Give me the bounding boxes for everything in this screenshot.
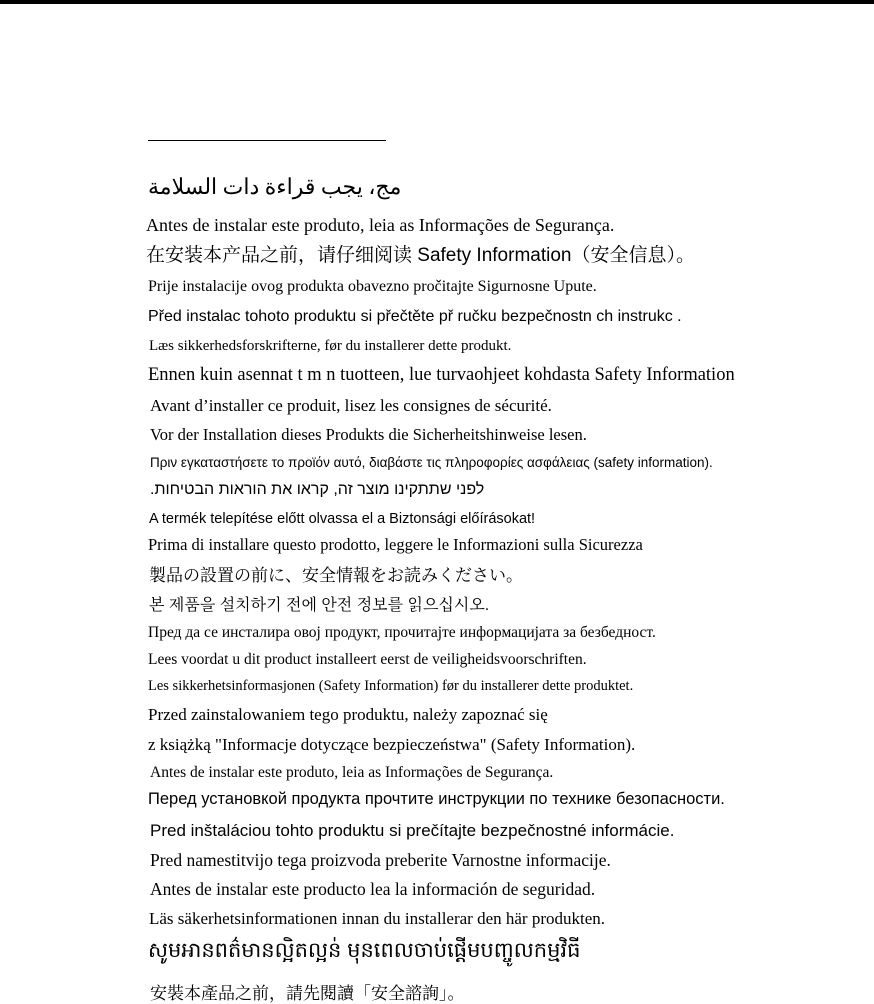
safety-notice-line: Prije instalacije ovog produkta obavezno pročitajte Sigurnosne Upute.	[148, 278, 597, 295]
safety-notice-line: Ennen kuin asennat t m n tuotteen, lue turvaohjeet kohdasta Safety Information	[148, 365, 735, 385]
safety-notice-line: Před instalac tohoto produktu si přečtěte př ručku bezpečnostn ch instrukc .	[148, 308, 682, 325]
safety-notice-line: សូមអានពត៌មានល្អិតល្អន់ មុនពេលចាប់ផ្តើមបញ្ចូលកម្មវិធី	[148, 939, 581, 962]
safety-notice-line: Prima di installare questo prodotto, leggere le Informazioni sulla Sicurezza	[148, 535, 643, 554]
safety-notice-line: Перед установкой продукта прочтите инструкции по технике безопасности.	[148, 790, 725, 808]
safety-notice-line: Pred inštaláciou tohto produktu si prečítajte bezpečnostné informácie.	[150, 821, 675, 840]
safety-notice-line: Läs säkerhetsinformationen innan du installerar den här produkten.	[149, 909, 606, 928]
safety-notice-line: Les sikkerhetsinformasjonen (Safety Information) før du installerer dette produktet.	[148, 678, 634, 694]
safety-notice-line: Antes de instalar este producto lea la información de seguridad.	[150, 879, 596, 899]
safety-notice-line: Avant d’installer ce produit, lisez les consignes de sécurité.	[150, 396, 552, 415]
section-rule	[148, 140, 386, 141]
safety-notice-line: לפני שתתקינו מוצר זה, קראו את הוראות הבטיחות.	[150, 481, 485, 498]
safety-notice-line: Læs sikkerhedsforskrifterne, før du installerer dette produkt.	[149, 338, 512, 354]
safety-notice-line: 製品の設置の前に、安全情報をお読みください。	[149, 566, 523, 585]
safety-notice-line: Antes de instalar este produto, leia as Informações de Segurança.	[150, 764, 554, 781]
safety-notice-line: Pred namestitvijo tega proizvoda preberite Varnostne informacije.	[150, 850, 611, 870]
safety-notice-line: Πριν εγκαταστήσετε το προϊόν αυτό, διαβάστε τις πληροφορίες ασφάλειας (safety information).	[150, 455, 713, 470]
safety-notice-line: z książką "Informacje dotyczące bezpieczeństwa" (Safety Information).	[148, 735, 636, 754]
safety-notice-line: 安裝本產品之前，請先閱讀「安全諮詢」。	[150, 984, 465, 1003]
safety-notice-line: Lees voordat u dit product installeert eerst de veiligheidsvoorschriften.	[148, 651, 587, 668]
safety-notice-line: Przed zainstalowaniem tego produktu, należy zapoznać się	[148, 705, 548, 724]
safety-notice-line: Vor der Installation dieses Produkts die Sicherheitshinweise lesen.	[150, 425, 587, 444]
safety-notice-line: مج، يجب قراءة دات السلامة	[148, 174, 402, 199]
top-rule	[0, 0, 874, 4]
safety-notice-line: Пред да се инсталира овој продукт, прочитајте информацијата за безбедност.	[148, 624, 656, 641]
safety-notice-line: A termék telepítése előtt olvassa el a Biztonsági előírásokat!	[149, 511, 536, 527]
safety-notice-line: Antes de instalar este produto, leia as Informações de Segurança.	[146, 215, 615, 235]
safety-notice-line: 在安装本产品之前，请仔细阅读 Safety Information（安全信息）。	[146, 245, 695, 266]
safety-notice-line: 본 제품을 설치하기 전에 안전 정보를 읽으십시오.	[149, 597, 490, 614]
